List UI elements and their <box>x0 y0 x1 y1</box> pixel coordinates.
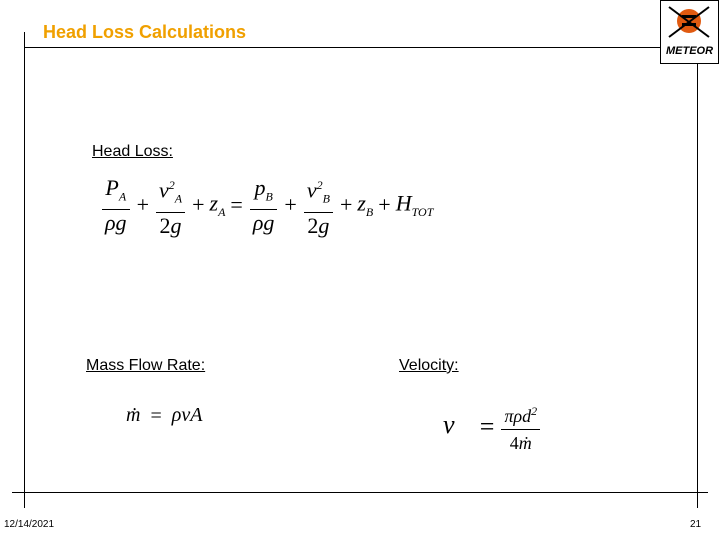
mass-flow-rate-label: Mass Flow Rate: <box>86 357 206 374</box>
slide-title: Head Loss Calculations <box>43 22 247 42</box>
head-loss-label: Head Loss: <box>92 143 173 160</box>
meteor-logo <box>660 0 719 64</box>
frac-pb-rho-g: $\frac{p_B}{\rho g}$ <box>250 175 278 236</box>
logo-text: METEOR <box>665 45 714 57</box>
velocity-label: Velocity: <box>399 357 459 374</box>
bottom-rule <box>12 492 708 493</box>
head-loss-equation: $\frac{P_A}{\rho g}$ + $\frac{v^2_A}{2g}$ + $z_A$ = $\frac{p_B}{\rho g}$ + $\frac{v^2_B}{2g}$ + $z_B + H_{TOT}$ <box>100 172 433 239</box>
frac-pi-rho-d2-4m: $\frac{\pi\rho d^2}{\text{4ṁ}}$ <box>501 398 540 456</box>
frac-va2-2g: $\frac{v^2_A}{2g}$ <box>156 172 185 239</box>
velocity-equation: v⃗ = $\frac{\pi\rho d^2}{\text{4ṁ}}$ <box>443 398 542 456</box>
page-number: 21 <box>690 519 702 530</box>
left-vertical-rule <box>24 32 25 508</box>
right-vertical-rule <box>697 8 698 508</box>
mass-flow-equation: ṁ = ρvA <box>126 404 203 427</box>
frac-pa-rho-g: $\frac{P_A}{\rho g}$ <box>102 175 130 236</box>
frac-vb2-2g: $\frac{v^2_B}{2g}$ <box>304 172 333 239</box>
footer-date: 12/14/2021 <box>4 519 55 530</box>
top-rule <box>24 47 708 48</box>
